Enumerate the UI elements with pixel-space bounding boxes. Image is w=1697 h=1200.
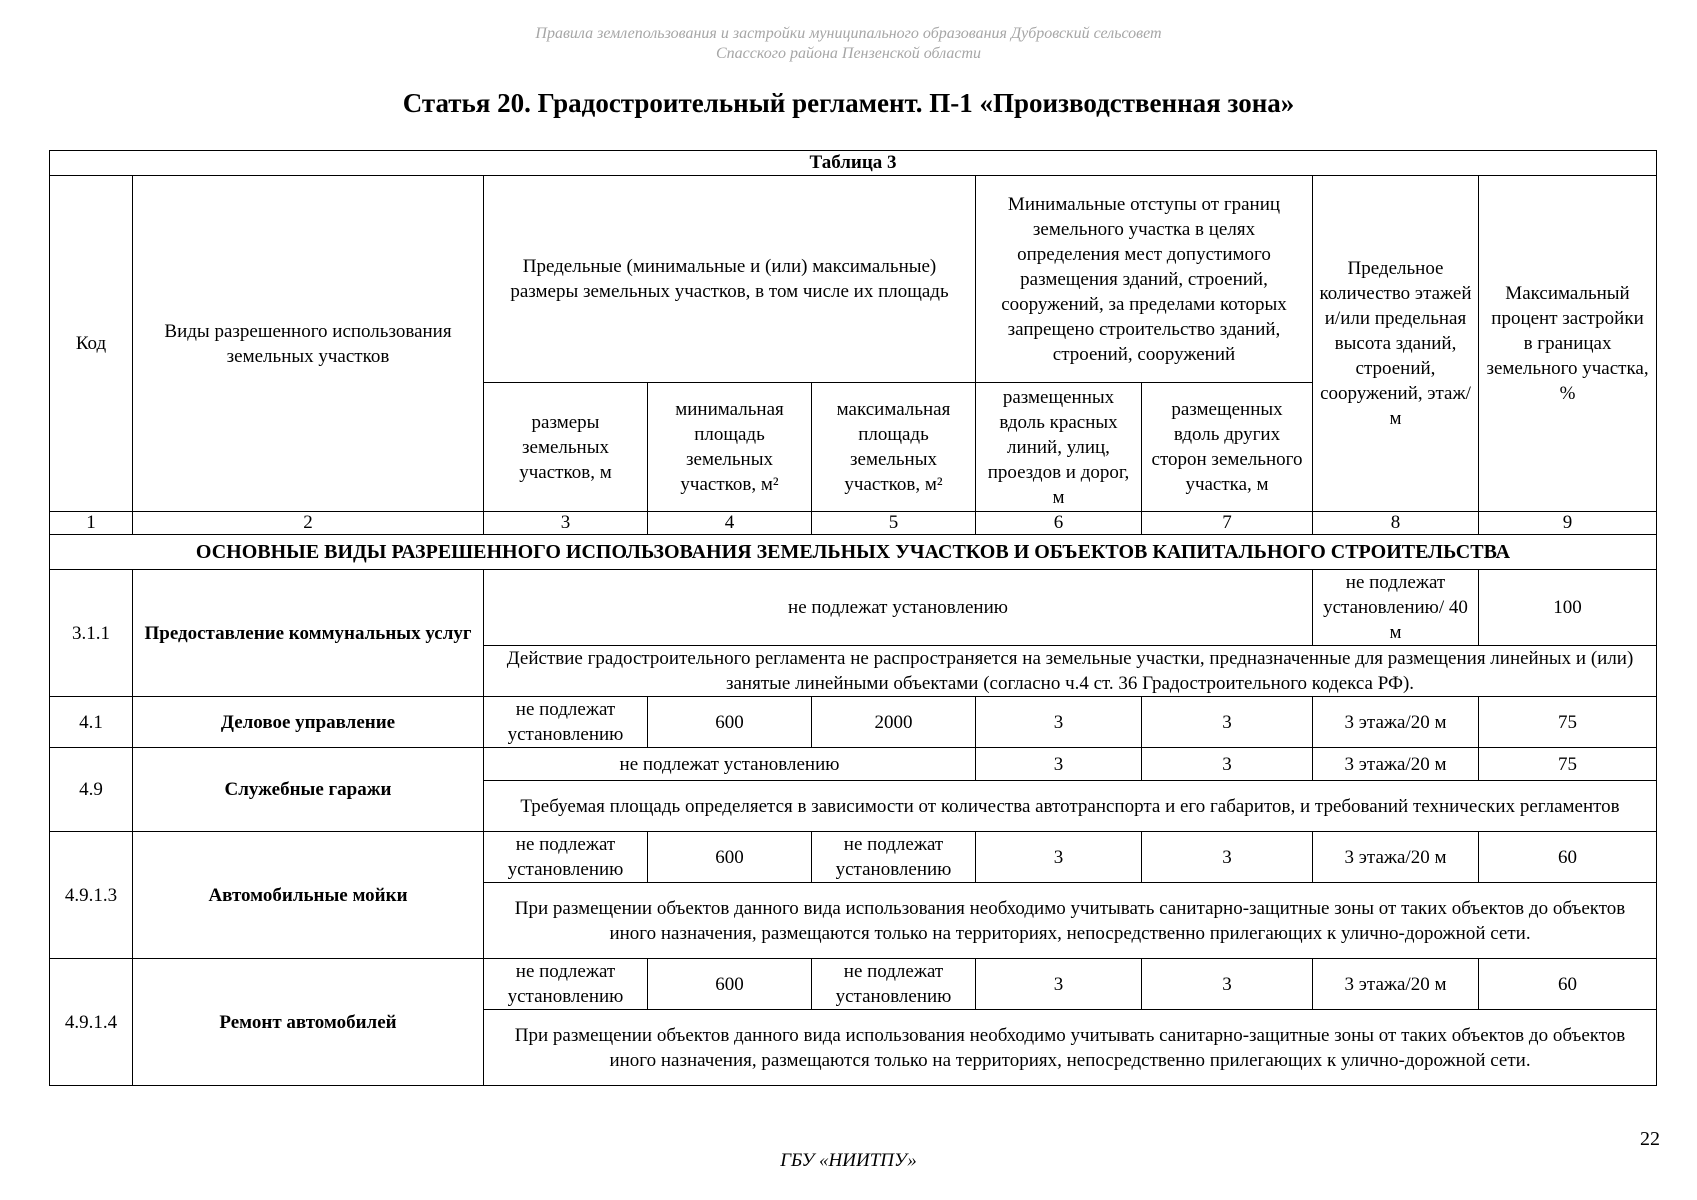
row-name: Автомобильные мойки [133, 832, 484, 959]
page-footer: ГБУ «НИИТПУ» [780, 1150, 917, 1171]
row-coverage: 75 [1479, 748, 1657, 781]
col-number: 9 [1479, 512, 1657, 535]
row-code: 4.9.1.3 [50, 832, 133, 959]
row-note: При размещении объектов данного вида использования необходимо учитывать санитарно-защитные зоны от таких объектов до объектов иного назначения, размещаются только на территориях, непосредственно прилегающих к улично-дорожной сети. [484, 883, 1657, 959]
row-code: 3.1.1 [50, 570, 133, 697]
row-code: 4.9.1.4 [50, 959, 133, 1086]
row-setback-other: 3 [1142, 697, 1313, 748]
row-merged-value: не подлежат установлению [484, 570, 1313, 646]
row-setback-red: 3 [976, 697, 1142, 748]
header-setback-other: размещенных вдоль других сторон земельного участка, м [1142, 383, 1313, 512]
row-min-area: 600 [648, 959, 812, 1010]
row-setback-other: 3 [1142, 959, 1313, 1010]
row-floors: 3 этажа/20 м [1313, 697, 1479, 748]
header-types: Виды разрешенного использования земельных участков [133, 176, 484, 512]
page-title: Статья 20. Градостроительный регламент. П-1 «Производственная зона» [402, 88, 1295, 118]
row-name: Служебные гаражи [133, 748, 484, 832]
header-max-area: максимальная площадь земельных участков, м² [812, 383, 976, 512]
col-number: 4 [648, 512, 812, 535]
row-coverage: 100 [1479, 570, 1657, 646]
row-name: Деловое управление [133, 697, 484, 748]
row-name: Ремонт автомобилей [133, 959, 484, 1086]
col-number: 8 [1313, 512, 1479, 535]
header-sizes: размеры земельных участков, м [484, 383, 648, 512]
row-sizes: не подлежат установлению [484, 832, 648, 883]
col-number: 7 [1142, 512, 1313, 535]
row-min-area: 600 [648, 832, 812, 883]
table-label: Таблица 3 [50, 151, 1657, 176]
row-setback-red: 3 [976, 748, 1142, 781]
row-note: Действие градостроительного регламента не распространяется на земельные участки, предназначенные для размещения линейных и (или) занятые линейными объектами (согласно ч.4 ст. 36 Градостроительного кодекса РФ). [484, 646, 1657, 697]
running-header [0, 24, 1697, 64]
col-number: 1 [50, 512, 133, 535]
row-max-area: не подлежат установлению [812, 959, 976, 1010]
row-floors: 3 этажа/20 м [1313, 748, 1479, 781]
col-number: 3 [484, 512, 648, 535]
row-code: 4.9 [50, 748, 133, 832]
row-sizes: не подлежат установлению [484, 697, 648, 748]
table-row [50, 748, 1657, 781]
header-code: Код [50, 176, 133, 512]
header-sizes-group: Предельные (минимальные и (или) максимальные) размеры земельных участков, в том числе их площадь [484, 176, 976, 383]
row-max-area: 2000 [812, 697, 976, 748]
col-number: 5 [812, 512, 976, 535]
table-row [50, 697, 1657, 748]
row-setback-other: 3 [1142, 832, 1313, 883]
row-name: Предоставление коммунальных услуг [133, 570, 484, 697]
page-number: 22 [1640, 1128, 1660, 1150]
running-header-line1: Правила землепользования и застройки муниципального образования Дубровский сельсовет [535, 25, 1162, 42]
header-setback-red: размещенных вдоль красных линий, улиц, проездов и дорог, м [976, 383, 1142, 512]
row-floors: не подлежат установлению/ 40 м [1313, 570, 1479, 646]
section-heading: ОСНОВНЫЕ ВИДЫ РАЗРЕШЕННОГО ИСПОЛЬЗОВАНИЯ ЗЕМЕЛЬНЫХ УЧАСТКОВ И ОБЪЕКТОВ КАПИТАЛЬНОГО СТРОИТЕЛЬСТВА [50, 535, 1657, 570]
row-setback-red: 3 [976, 832, 1142, 883]
row-setback-red: 3 [976, 959, 1142, 1010]
row-coverage: 60 [1479, 832, 1657, 883]
row-sizes: не подлежат установлению [484, 959, 648, 1010]
row-floors: 3 этажа/20 м [1313, 959, 1479, 1010]
row-code: 4.1 [50, 697, 133, 748]
running-header-line2: Спасского района Пензенской области [715, 45, 982, 62]
row-note: Требуемая площадь определяется в зависимости от количества автотранспорта и его габаритов, и требований технических регламентов [484, 781, 1657, 832]
row-merged-value: не подлежат установлению [484, 748, 976, 781]
row-max-area: не подлежат установлению [812, 832, 976, 883]
header-min-area: минимальная площадь земельных участков, м² [648, 383, 812, 512]
header-coverage: Максимальный процент застройки в границах земельного участка, % [1479, 176, 1657, 512]
row-min-area: 600 [648, 697, 812, 748]
header-floors: Предельное количество этажей и/или предельная высота зданий, строений, сооружений, этаж/м [1313, 176, 1479, 512]
column-number-row [50, 512, 1657, 535]
row-note: При размещении объектов данного вида использования необходимо учитывать санитарно-защитные зоны от таких объектов до объектов иного назначения, размещаются только на территориях, непосредственно прилегающих к улично-дорожной сети. [484, 1010, 1657, 1086]
table-row [50, 570, 1657, 646]
row-floors: 3 этажа/20 м [1313, 832, 1479, 883]
regulation-table [49, 150, 1657, 1086]
col-number: 6 [976, 512, 1142, 535]
table-row [50, 959, 1657, 1010]
row-setback-other: 3 [1142, 748, 1313, 781]
header-setback-group: Минимальные отступы от границ земельного участка в целях определения мест допустимого размещения зданий, строений, сооружений, за пределами которых запрещено строительство зданий, строений, сооружений [976, 176, 1313, 383]
col-number: 2 [133, 512, 484, 535]
row-coverage: 75 [1479, 697, 1657, 748]
table-row [50, 832, 1657, 883]
row-coverage: 60 [1479, 959, 1657, 1010]
